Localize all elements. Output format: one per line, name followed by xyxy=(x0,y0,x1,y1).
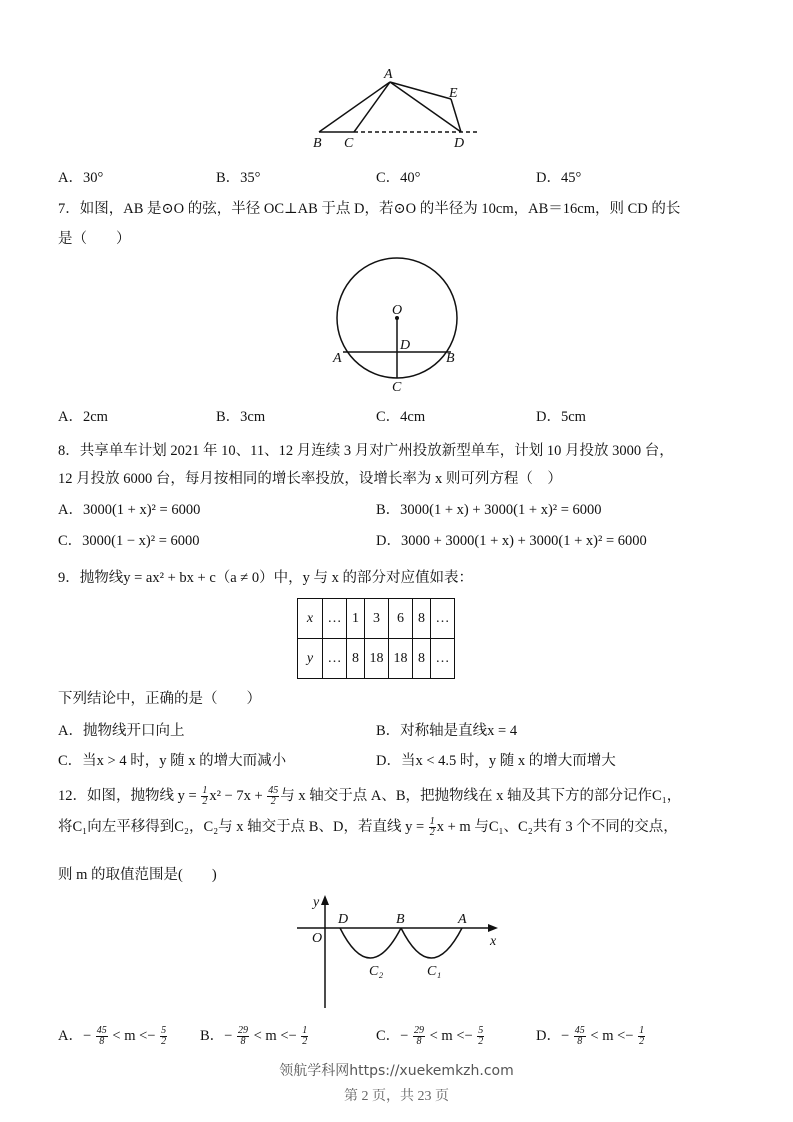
watermark: 领航学科网https://xuekemkzh.com xyxy=(279,1063,514,1079)
label-O: O xyxy=(392,303,403,318)
q8-option-b: B．3000(1 + x) + 3000(1 + x)² = 6000 xyxy=(376,502,602,518)
text: 将C₁向左平移得到C₂，C₂与 x 轴交于点 B、D，若直线 y = xyxy=(58,818,428,835)
q9-stem: 9．抛物线y = ax² + bx + c（a ≠ 0）中，y 与 x 的部分对应值如表： xyxy=(58,570,474,586)
table-cell: … xyxy=(323,599,347,639)
label-C: C xyxy=(344,136,354,151)
table-cell: … xyxy=(431,599,455,639)
q12-stem xyxy=(58,786,681,807)
label-A: A xyxy=(458,912,467,927)
fraction: $\frac{1}{2}$ xyxy=(429,816,435,838)
label-B: B xyxy=(446,351,455,366)
text: 12．如图，抛物线 y = xyxy=(58,787,201,804)
label-B: B xyxy=(313,136,322,151)
q12-option-d: D．− $\frac{45}{8}$ < m <− $\frac{1}{2}$ xyxy=(536,1025,645,1047)
table-cell: … xyxy=(323,639,347,679)
table-cell: … xyxy=(431,639,455,679)
label-B: B xyxy=(396,912,405,927)
q12-option-c: C．− $\frac{29}{8}$ < m <− $\frac{5}{2}$ xyxy=(376,1025,484,1047)
q6-option-a: A．30° xyxy=(58,170,104,186)
table-cell: 3 xyxy=(365,599,389,639)
q9-option-b: B．对称轴是直线x = 4 xyxy=(376,723,518,739)
page-number: 第 2 页，共 23 页 xyxy=(344,1089,449,1104)
label-y: y xyxy=(313,895,320,910)
table-cell: 1 xyxy=(347,599,365,639)
label-C2: C₂ xyxy=(369,964,384,979)
label-x: x xyxy=(490,934,497,949)
fraction: $\frac{45}{2}$ xyxy=(268,785,279,807)
table-cell: 8 xyxy=(413,639,431,679)
label-A: A xyxy=(333,351,342,366)
q12-option-a: A．− $\frac{45}{8}$ < m <− $\frac{5}{2}$ xyxy=(58,1025,167,1047)
label-D: D xyxy=(338,912,349,927)
q12-stem-cont xyxy=(58,817,678,838)
table-row xyxy=(298,639,455,679)
q7-option-c: C．4cm xyxy=(376,409,426,425)
q12-question: 则 m 的取值范围是( ) xyxy=(58,867,217,883)
text: 与 x 轴交于点 A、B，把抛物线在 x 轴及其下方的部分记作C₁， xyxy=(280,787,682,804)
table-cell: 8 xyxy=(347,639,365,679)
q8-option-a: A．3000(1 + x)² = 6000 xyxy=(58,502,201,518)
q9-option-d: D．当x < 4.5 时，y 随 x 的增大而增大 xyxy=(376,753,616,769)
table-cell: 8 xyxy=(413,599,431,639)
table-cell: 18 xyxy=(389,639,413,679)
q7-option-b: B．3cm xyxy=(216,409,266,425)
q9-question: 下列结论中，正确的是（ ） xyxy=(58,691,261,707)
q12-option-b: B．− $\frac{29}{8}$ < m <− $\frac{1}{2}$ xyxy=(200,1025,308,1047)
label-E: E xyxy=(449,86,458,101)
y-arrow-icon xyxy=(321,895,329,905)
q9-option-a: A．抛物线开口向上 xyxy=(58,723,185,739)
q12-options xyxy=(0,1026,793,1050)
q7-stem: 7．如图，AB 是⊙O 的弦，半径 OC⊥AB 于点 D，若⊙O 的半径为 10cm，AB＝16cm，则 CD 的长 xyxy=(58,201,681,217)
text: x + m 与C₁、C₂共有 3 个不同的交点， xyxy=(436,818,678,835)
table-cell: 6 xyxy=(389,599,413,639)
table-cell: x xyxy=(298,599,323,639)
label-D: D xyxy=(454,136,465,151)
text: x² − 7x + xyxy=(209,787,267,804)
label-C: C xyxy=(392,380,402,395)
q8-stem-cont: 12 月投放 6000 台，每月按相同的增长率投放，设增长率为 x 则可列方程（ ） xyxy=(58,471,562,487)
label-C1: C₁ xyxy=(427,964,442,979)
q8-option-d: D．3000 + 3000(1 + x) + 3000(1 + x)² = 6000 xyxy=(376,533,647,549)
q6-option-d: D．45° xyxy=(536,170,582,186)
fraction: $\frac{1}{2}$ xyxy=(202,785,208,807)
table-row xyxy=(298,599,455,639)
table-cell: 18 xyxy=(365,639,389,679)
x-arrow-icon xyxy=(488,924,498,932)
q7-stem-cont: 是（ ） xyxy=(58,231,131,247)
q8-stem: 8．共享单车计划 2021 年 10、11、12 月连续 3 月对广州投放新型单车，计划 10 月投放 3000 台， xyxy=(58,443,674,459)
q6-option-b: B．35° xyxy=(216,170,261,186)
q9-option-c: C．当x > 4 时，y 随 x 的增大而减小 xyxy=(58,753,287,769)
q7-option-d: D．5cm xyxy=(536,409,586,425)
value-table xyxy=(297,598,455,679)
q7-option-a: A．2cm xyxy=(58,409,108,425)
table-cell: y xyxy=(298,639,323,679)
label-A: A xyxy=(384,67,393,82)
q8-option-c: C．3000(1 − x)² = 6000 xyxy=(58,533,200,549)
label-O: O xyxy=(312,931,323,946)
q6-option-c: C．40° xyxy=(376,170,421,186)
label-D: D xyxy=(400,338,411,353)
